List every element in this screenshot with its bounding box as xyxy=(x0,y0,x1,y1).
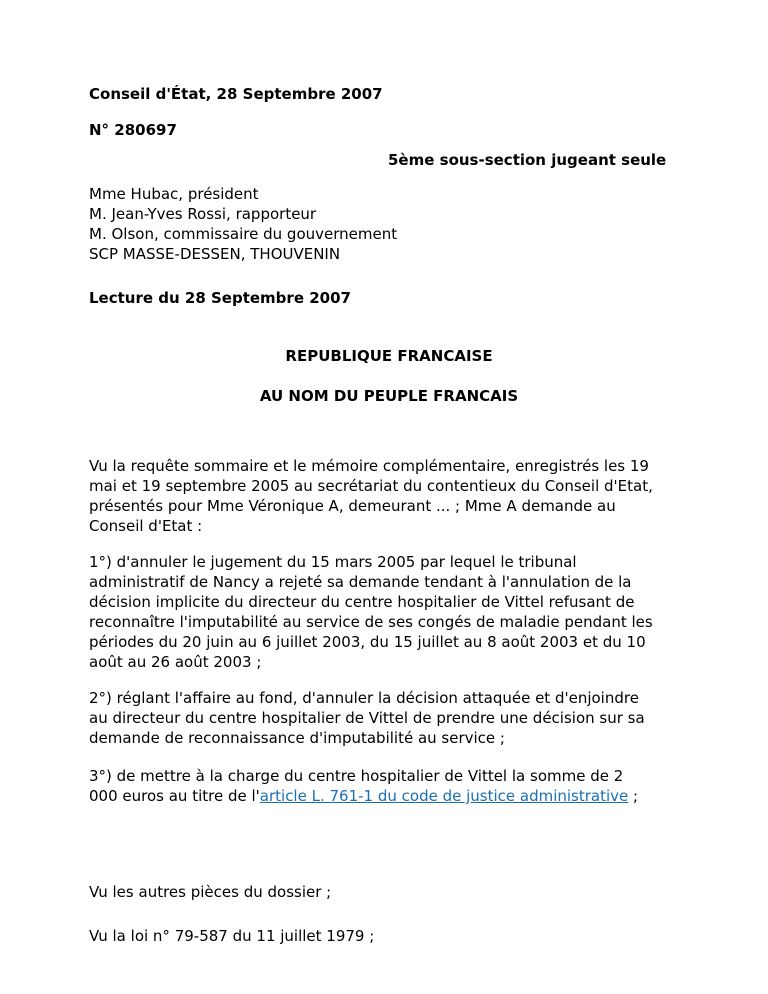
point-2-paragraph xyxy=(89,688,645,748)
point-1-line: reconnaître l'imputabilité au service de ses congés de maladie pendant les xyxy=(89,613,653,631)
point-2-line: demande de reconnaissance d'imputabilité au service ; xyxy=(89,729,505,747)
people-heading: AU NOM DU PEUPLE FRANCAIS xyxy=(259,387,519,405)
composition-commissaire: M. Olson, commissaire du gouvernement xyxy=(89,225,398,243)
point-1-line: périodes du 20 juin au 6 juillet 2003, du 15 juillet au 8 août 2003 et du 10 xyxy=(89,633,646,651)
intro-paragraph xyxy=(89,456,653,536)
section-label: 5ème sous-section jugeant seule xyxy=(388,151,667,169)
article-l761-1-link[interactable]: article L. 761-1 du code de justice administrative xyxy=(259,787,629,805)
visa-pieces-dossier: Vu les autres pièces du dossier ; xyxy=(89,883,332,901)
reading-date: Lecture du 28 Septembre 2007 xyxy=(89,289,351,307)
point-1-line: décision implicite du directeur du centre hospitalier de Vittel refusant de xyxy=(89,593,635,611)
point-2-line: au directeur du centre hospitalier de Vittel de prendre une décision sur sa xyxy=(89,709,645,727)
point-3-paragraph xyxy=(89,766,638,806)
decision-number: N° 280697 xyxy=(89,121,177,139)
republic-heading: REPUBLIQUE FRANCAISE xyxy=(285,347,493,365)
composition-block xyxy=(89,184,397,264)
point-2-line: 2°) réglant l'affaire au fond, d'annuler la décision attaquée et d'enjoindre xyxy=(89,689,639,707)
point-3-prefix: 000 euros au titre de l' xyxy=(89,787,260,805)
intro-line: présentés pour Mme Véronique A, demeurant ... ; Mme A demande au xyxy=(89,497,616,515)
point-3-line: 3°) de mettre à la charge du centre hospitalier de Vittel la somme de 2 xyxy=(89,767,624,785)
decision-title: Conseil d'État, 28 Septembre 2007 xyxy=(89,85,383,103)
intro-line: mai et 19 septembre 2005 au secrétariat du contentieux du Conseil d'Etat, xyxy=(89,477,653,495)
intro-line: Vu la requête sommaire et le mémoire complémentaire, enregistrés les 19 xyxy=(89,457,649,475)
composition-avocats: SCP MASSE-DESSEN, THOUVENIN xyxy=(89,245,341,263)
point-3-line xyxy=(89,786,638,806)
visa-loi-1979: Vu la loi n° 79-587 du 11 juillet 1979 ; xyxy=(89,927,375,945)
point-3-suffix: ; xyxy=(628,787,639,805)
point-1-line: août au 26 août 2003 ; xyxy=(89,653,262,671)
point-1-paragraph xyxy=(89,552,653,672)
point-1-line: 1°) d'annuler le jugement du 15 mars 2005 par lequel le tribunal xyxy=(89,553,577,571)
composition-president: Mme Hubac, président xyxy=(89,185,259,203)
point-1-line: administratif de Nancy a rejeté sa demande tendant à l'annulation de la xyxy=(89,573,632,591)
intro-line: Conseil d'Etat : xyxy=(89,517,203,535)
composition-rapporteur: M. Jean-Yves Rossi, rapporteur xyxy=(89,205,317,223)
